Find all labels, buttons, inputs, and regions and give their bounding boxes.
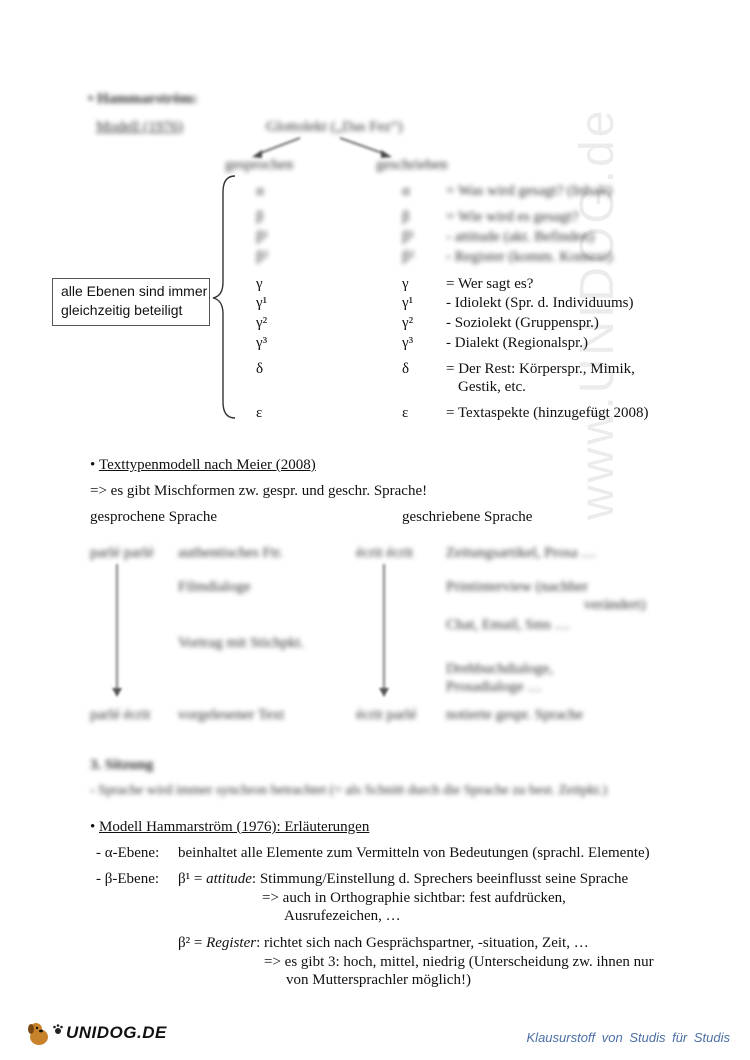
left-arrow-head bbox=[112, 688, 122, 697]
ecrit-parle-label: écrit parlé bbox=[356, 707, 417, 723]
ebene-symbol-right: β¹ bbox=[402, 229, 415, 245]
ecrit-ecrit-label: écrit écrit bbox=[356, 545, 414, 561]
beta2-prefix: β² = bbox=[178, 935, 207, 951]
right-item: Chat, Email, Sms … bbox=[446, 617, 570, 633]
beta2-sub1: => es gibt 3: hoch, mittel, niedrig (Unterscheidung zw. ihnen nur bbox=[264, 954, 654, 970]
right-item: notierte gespr. Sprache bbox=[446, 707, 584, 723]
left-item: Filmdialoge bbox=[178, 579, 251, 595]
ebene-symbol-left: ε bbox=[256, 405, 263, 421]
glottolekt-label: Glottolekt („Das Fez“) bbox=[266, 119, 403, 135]
ebene-symbol-right: β² bbox=[402, 249, 415, 265]
dog-icon bbox=[24, 1018, 54, 1048]
ebene-description: = Was wird gesagt? (Inhalt) bbox=[446, 183, 613, 199]
callout-box: alle Ebenen sind immer gleichzeitig beteiligt bbox=[52, 278, 210, 326]
beta1-text: : Stimmung/Einstellung d. Sprechers beeinflusst seine Sprache bbox=[251, 871, 629, 887]
right-arrow-head bbox=[379, 688, 389, 697]
ebene-symbol-right: ε bbox=[402, 405, 409, 421]
ebene-description: - Idiolekt (Spr. d. Individuums) bbox=[446, 295, 634, 311]
ebene-symbol-right: δ bbox=[402, 361, 410, 377]
modell-label: Modell (1976) bbox=[96, 119, 184, 135]
ebene-description: = Textaspekte (hinzugefügt 2008) bbox=[446, 405, 649, 421]
ebene-description: - attitude (akt. Befinden) bbox=[446, 229, 595, 245]
ebene-symbol-right: β bbox=[402, 209, 410, 225]
curly-brace bbox=[205, 172, 245, 422]
left-continuum-line bbox=[116, 564, 118, 690]
ebene-symbol-right: α bbox=[402, 183, 410, 199]
alpha-label: - α-Ebene: bbox=[96, 845, 160, 861]
ebene-symbol-right: γ³ bbox=[402, 335, 414, 351]
left-item: authentisches Ftr. bbox=[178, 545, 283, 561]
footer-tagline: Klausurstoff von Studis für Studis bbox=[526, 1030, 730, 1045]
col-right-label: geschriebene Sprache bbox=[402, 509, 533, 525]
ebene-description: Gestik, etc. bbox=[458, 379, 526, 395]
ebene-symbol-left: β¹ bbox=[256, 229, 269, 245]
unidog-logo[interactable] bbox=[24, 1018, 167, 1048]
right-continuum-line bbox=[383, 564, 385, 690]
split-arrows bbox=[0, 130, 750, 190]
beta2-sub2: von Muttersprachler möglich!) bbox=[286, 972, 471, 988]
right-item: verändert) bbox=[584, 597, 646, 613]
right-item: Printinterview (nachher bbox=[446, 579, 589, 595]
col-left-label: gesprochene Sprache bbox=[90, 509, 218, 525]
meier-bullet: • bbox=[90, 457, 96, 473]
parle-ecrit-label: parlé écrit bbox=[90, 707, 151, 723]
beta1-prefix: β¹ = bbox=[178, 871, 207, 887]
parle-parle-label: parlé parlé bbox=[90, 545, 154, 561]
ebene-description: = Wie wird es gesagt? bbox=[446, 209, 579, 225]
erl-bullet: • bbox=[90, 819, 96, 835]
hammarstroem-heading: • Hammarström: bbox=[88, 91, 198, 107]
alpha-text: beinhaltet alle Elemente zum Vermitteln von Bedeutungen (sprachl. Elemente) bbox=[178, 845, 650, 861]
ebene-symbol-left: γ¹ bbox=[256, 295, 268, 311]
right-item: Drehbuchdialoge, bbox=[446, 661, 554, 677]
meier-heading: Texttypenmodell nach Meier (2008) bbox=[99, 457, 316, 473]
beta1-line bbox=[178, 870, 628, 888]
beta2-term: Register bbox=[206, 935, 257, 951]
right-item: Prosadialoge … bbox=[446, 679, 543, 695]
ebene-symbol-left: β² bbox=[256, 249, 269, 265]
beta2-line bbox=[178, 934, 589, 952]
ebene-symbol-left: γ² bbox=[256, 315, 268, 331]
beta-label: - β-Ebene: bbox=[96, 871, 160, 887]
ebene-symbol-left: γ³ bbox=[256, 335, 268, 351]
ebene-description: = Der Rest: Körperspr., Mimik, bbox=[446, 361, 635, 377]
watermark: www.UNIDOG.de bbox=[571, 107, 624, 520]
beta1-sub2: Ausrufezeichen, … bbox=[284, 908, 401, 924]
beta2-text: : richtet sich nach Gesprächspartner, -situation, Zeit, … bbox=[256, 935, 589, 951]
ebene-symbol-left: α bbox=[256, 183, 264, 199]
left-item: vorgelesener Text bbox=[178, 707, 285, 723]
left-item: Vortrag mit Stichpkt. bbox=[178, 635, 304, 651]
meier-note: => es gibt Mischformen zw. gespr. und geschr. Sprache! bbox=[90, 483, 428, 499]
ebene-symbol-left: γ bbox=[256, 276, 263, 292]
beta1-sub1: => auch in Orthographie sichtbar: fest aufdrücken, bbox=[262, 890, 566, 906]
sitzung-line: - Sprache wird immer synchron betrachtet (= als Schnitt durch die Sprache zu best. Zeitpkt.) bbox=[90, 783, 608, 798]
beta1-term: attitude bbox=[206, 871, 252, 887]
ebene-symbol-left: β bbox=[256, 209, 264, 225]
right-item: Zeitungsartikel, Prosa … bbox=[446, 545, 597, 561]
ebene-description: - Register (komm. Kontext) bbox=[446, 249, 613, 265]
ebene-symbol-right: γ bbox=[402, 276, 409, 292]
geschrieben-label: geschrieben bbox=[376, 157, 448, 173]
ebene-description: - Dialekt (Regionalspr.) bbox=[446, 335, 589, 351]
logo-text: UNIDOG.DE bbox=[66, 1023, 167, 1042]
ebene-symbol-right: γ¹ bbox=[402, 295, 414, 311]
ebene-symbol-left: δ bbox=[256, 361, 264, 377]
sitzung-heading: 3. Sitzung bbox=[90, 757, 154, 773]
gesprochen-label: gesprochen bbox=[225, 157, 294, 173]
erl-heading: Modell Hammarström (1976): Erläuterungen bbox=[99, 819, 370, 835]
ebene-symbol-right: γ² bbox=[402, 315, 414, 331]
ebene-description: = Wer sagt es? bbox=[446, 276, 534, 292]
paw-icon bbox=[52, 1023, 64, 1035]
ebene-description: - Soziolekt (Gruppenspr.) bbox=[446, 315, 599, 331]
